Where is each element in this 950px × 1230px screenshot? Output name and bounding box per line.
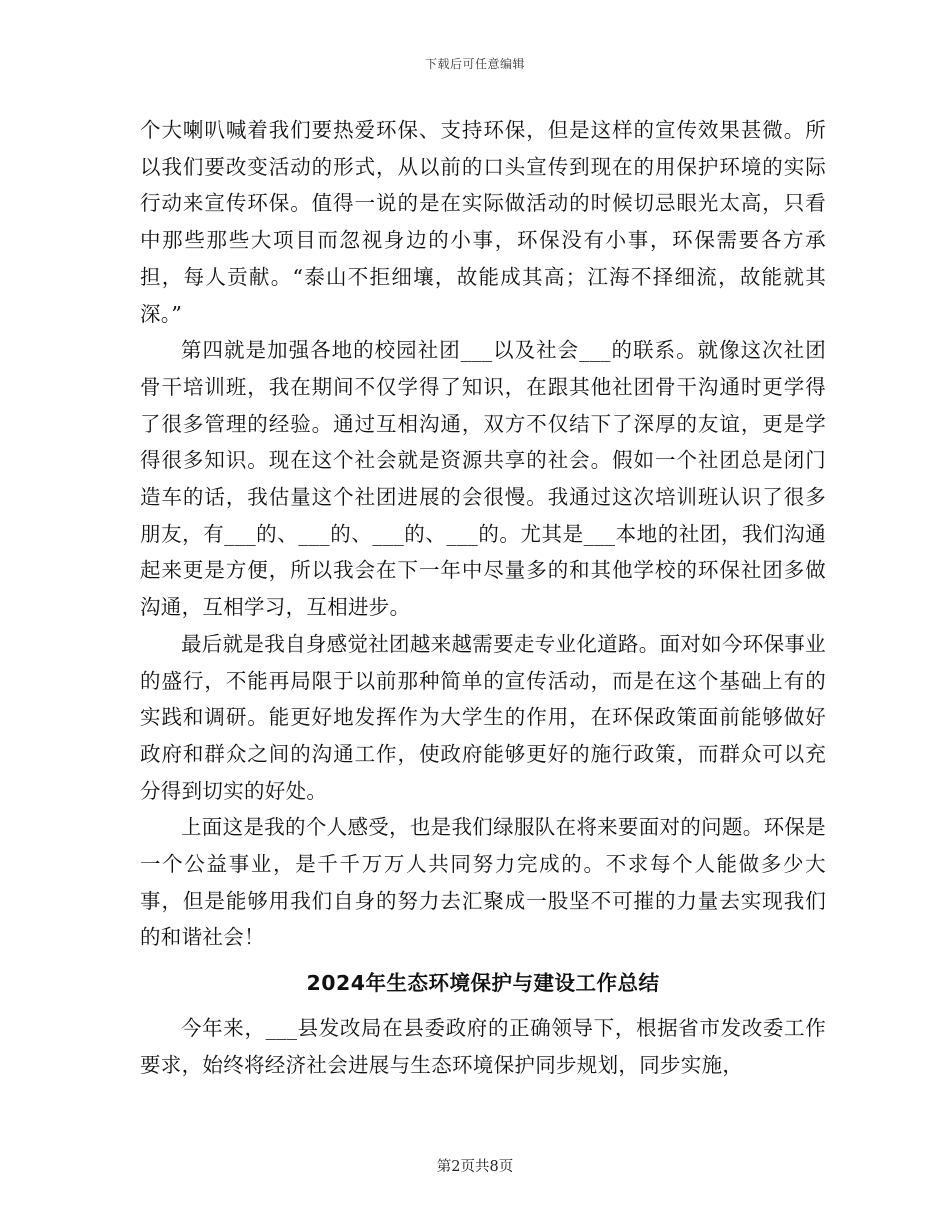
page-number: 第2页共8页 bbox=[436, 1159, 514, 1175]
paragraph-section-intro: 今年来，___县发改局在县委政府的正确领导下，根据省市发改委工作要求，始终将经济社会进展与生态环境保护同步规划，同步实施， bbox=[140, 1016, 826, 1077]
paragraph-continuation: 个大喇叭喊着我们要热爱环保、支持环保，但是这样的宣传效果甚微。所以我们要改变活动的形式，从以前的口头宣传到现在的用保护环境的实际行动来宣传环保。值得一说的是在实际做活动的时候切忌眼光太高，只看中那些那些大项目而忽视身边的小事，环保没有小事，环保需要各方承担，每人贡献。“泰山不拒细壤，故能成其高；江海不择细流，故能就其深。” bbox=[140, 118, 826, 326]
paragraph-conclusion: 上面这是我的个人感受，也是我们绿服队在将来要面对的问题。环保是一个公益事业，是千千万万人共同努力完成的。不求每个人能做多少大事，但是能够用我们自身的努力去汇聚成一股坚不可摧的力量去实现我们的和谐社会！ bbox=[140, 815, 826, 950]
document-body bbox=[140, 112, 826, 1084]
page-header: 下载后可任意编辑 bbox=[424, 57, 525, 71]
section-title: 2024年生态环境保护与建设工作总结 bbox=[306, 971, 660, 996]
paragraph-fourth-point: 第四就是加强各地的校园社团___以及社会___的联系。就像这次社团骨干培训班，我在期间不仅学得了知识，在跟其他社团骨干沟通时更学得了很多管理的经验。通过互相沟通，双方不仅结下了深厚的友谊，更是学得很多知识。现在这个社会就是资源共享的社会。假如一个社团总是闭门造车的话，我估量这个社团进展的会很慢。我通过这次培训班认识了很多朋友，有___的、___的、___的、___的。尤其是___本地的社团，我们沟通起来更是方便，所以我会在下一年中尽量多的和其他学校的环保社团多做沟通，互相学习，互相进步。 bbox=[140, 338, 826, 620]
paragraph-last-point: 最后就是我自身感觉社团越来越需要走专业化道路。面对如今环保事业的盛行，不能再局限于以前那种简单的宣传活动，而是在这个基础上有的实践和调研。能更好地发挥作为大学生的作用，在环保政策面前能够做好政府和群众之间的沟通工作，使政府能够更好的施行政策，而群众可以充分得到切实的好处。 bbox=[140, 631, 826, 803]
